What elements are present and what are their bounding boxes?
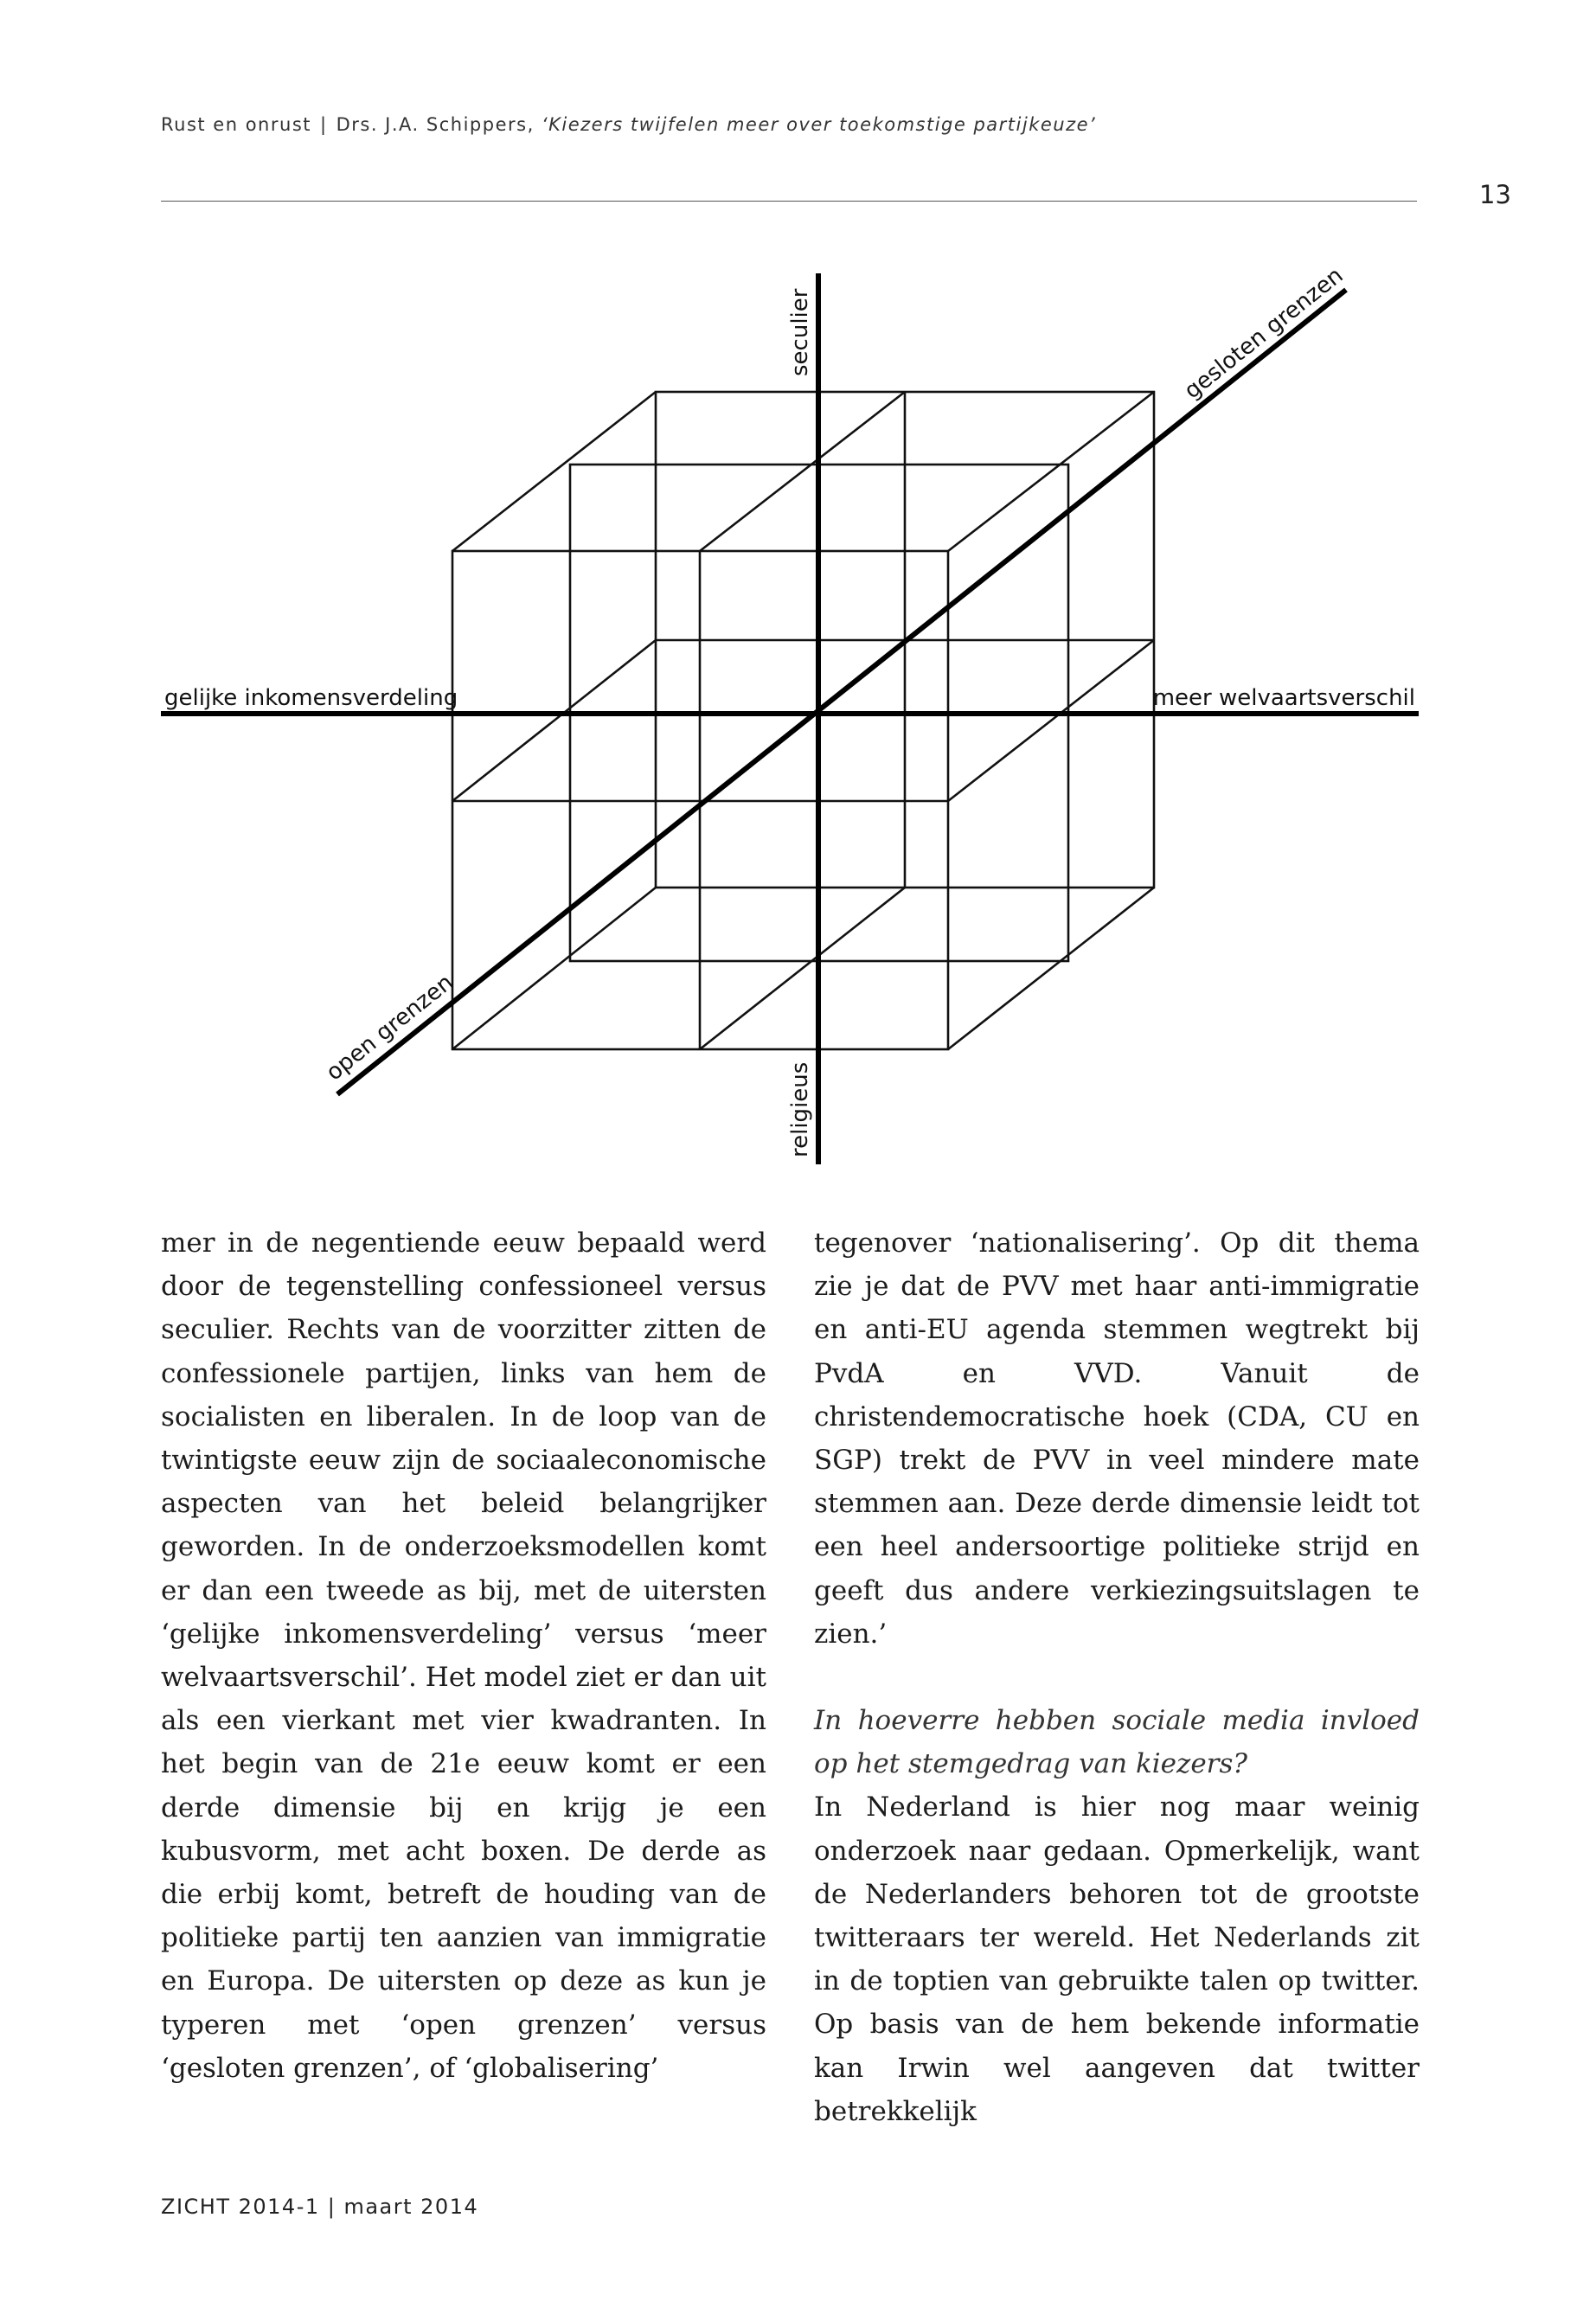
edge-bottom-mid bbox=[700, 888, 905, 1049]
right-paragraph-1: tegenover ‘nationalisering’. Op dit thema zie je dat de PVV met haar anti-immigratie en anti-EU agenda stemmen wegtrekt bij PvdA en VVD. Vanuit de christendemocratische hoek (CDA, CU en SGP) trekt de PVV in veel mindere mate stemmen aan. Deze derde dimensie leidt tot een heel andersoortige politieke strijd en geeft dus andere verkiezingsuitslagen te zien.’ bbox=[814, 1227, 1420, 1650]
author: Drs. J.A. Schippers, bbox=[336, 114, 535, 135]
section-name: Rust en onrust bbox=[161, 114, 311, 135]
edge-bottom-right bbox=[948, 888, 1154, 1049]
edge-mid-left bbox=[452, 640, 656, 801]
label-religieus: religieus bbox=[787, 1061, 813, 1157]
page-number: 13 bbox=[1479, 180, 1511, 209]
left-paragraph: mer in de negentiende eeuw bepaald werd door de tegenstelling confessioneel versus seculier. Rechts van de voorzitter zitten de confessionele partijen, links van hem de socialisten en liberalen. In de loop van de twintigste eeuw zijn de sociaaleconomische aspecten van het beleid belangrijker geworden. In de onderzoeksmodellen komt er dan een tweede as bij, met de uitersten ‘gelijke inkomensverdeling’ versus ‘meer welvaartsverschil’. Het model ziet er dan uit als een vierkant met vier kwadranten. In het begin van de 21e eeuw komt er een derde dimensie bij en krijg je een kubusvorm, met acht boxen. De derde as die erbij komt, betreft de houding van de politieke partij ten aanzien van immigratie en Europa. De uitersten op deze as kun je typeren met ‘open grenzen’ versus ‘gesloten grenzen’, of ‘globalisering’ bbox=[161, 1227, 766, 2084]
edge-mid-right bbox=[948, 640, 1154, 801]
interview-question: In hoeverre hebben sociale media invloed op het stemgedrag van kiezers? bbox=[814, 1705, 1420, 1780]
edge-top-left bbox=[452, 392, 656, 551]
left-column bbox=[161, 1221, 766, 2090]
label-gesloten-grenzen: gesloten grenzen bbox=[1179, 262, 1349, 405]
label-open-grenzen: open grenzen bbox=[321, 969, 458, 1086]
footer-folio: ZICHT 2014-1 | maart 2014 bbox=[161, 2195, 479, 2219]
label-gelijke-inkomensverdeling: gelijke inkomensverdeling bbox=[164, 685, 458, 711]
edge-bottom-left bbox=[452, 888, 656, 1049]
right-column bbox=[814, 1221, 1420, 2133]
header-separator: | bbox=[320, 114, 328, 135]
edge-top-mid bbox=[700, 392, 905, 551]
right-paragraph-2: In Nederland is hier nog maar weinig onderzoek naar gedaan. Opmerkelijk, want de Nederlanders behoren tot de grootste twitteraars ter wereld. Het Nederlands zit in de toptien van gebruikte talen op twitter. Op basis van de hem bekende informatie kan Irwin wel aangeven dat twitter betrekkelijk bbox=[814, 1791, 1420, 2127]
axes bbox=[161, 273, 1419, 1164]
label-meer-welvaartsverschil: meer welvaartsverschil bbox=[1152, 685, 1415, 711]
article-title: ‘Kiezers twijfelen meer over toekomstige partijkeuze’ bbox=[541, 114, 1097, 135]
label-seculier: seculier bbox=[787, 288, 813, 376]
